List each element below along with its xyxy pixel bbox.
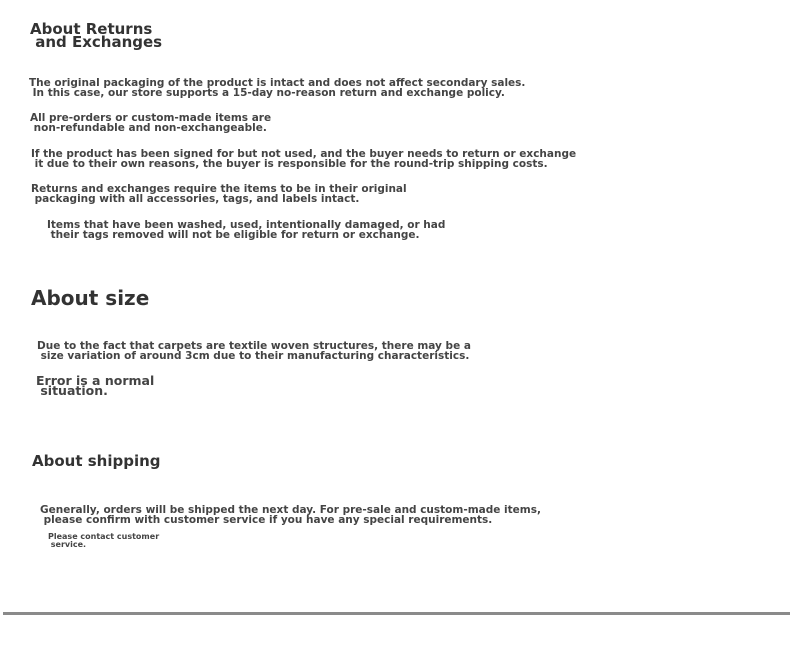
returns-paragraph-ineligible: Items that have been washed, used, intentionally damaged, or had their tags removed will not be eligible for return or exchange. (47, 219, 446, 241)
returns-paragraph-shipping-costs: If the product has been signed for but not used, and the buyer needs to return or exchange it due to their own reasons, the buyer is responsible for the round-trip shipping costs. (31, 148, 577, 170)
shipping-paragraph-contact: Please contact customer service. (48, 532, 160, 549)
shipping-title: About shipping (32, 452, 161, 470)
footer-divider (3, 612, 790, 615)
returns-title: About Returns and Exchanges (30, 20, 163, 51)
returns-paragraph-packaging: The original packaging of the product is intact and does not affect secondary sales. In this case, our store supports a 15-day no-reason return and exchange policy. (29, 77, 526, 99)
shipping-paragraph-next-day: Generally, orders will be shipped the next day. For pre-sale and custom-made items, please confirm with customer service if you have any special requirements. (40, 504, 541, 526)
size-title: About size (31, 286, 150, 310)
returns-paragraph-original-packaging: Returns and exchanges require the items to be in their original packaging with all accessories, tags, and labels intact. (31, 183, 407, 205)
size-paragraph-error: Error is a normal situation. (36, 373, 155, 398)
size-paragraph-variation: Due to the fact that carpets are textile woven structures, there may be a size variation of around 3cm due to their manufacturing characteristics. (37, 340, 471, 362)
returns-paragraph-preorders: All pre-orders or custom-made items are non-refundable and non-exchangeable. (30, 112, 272, 134)
